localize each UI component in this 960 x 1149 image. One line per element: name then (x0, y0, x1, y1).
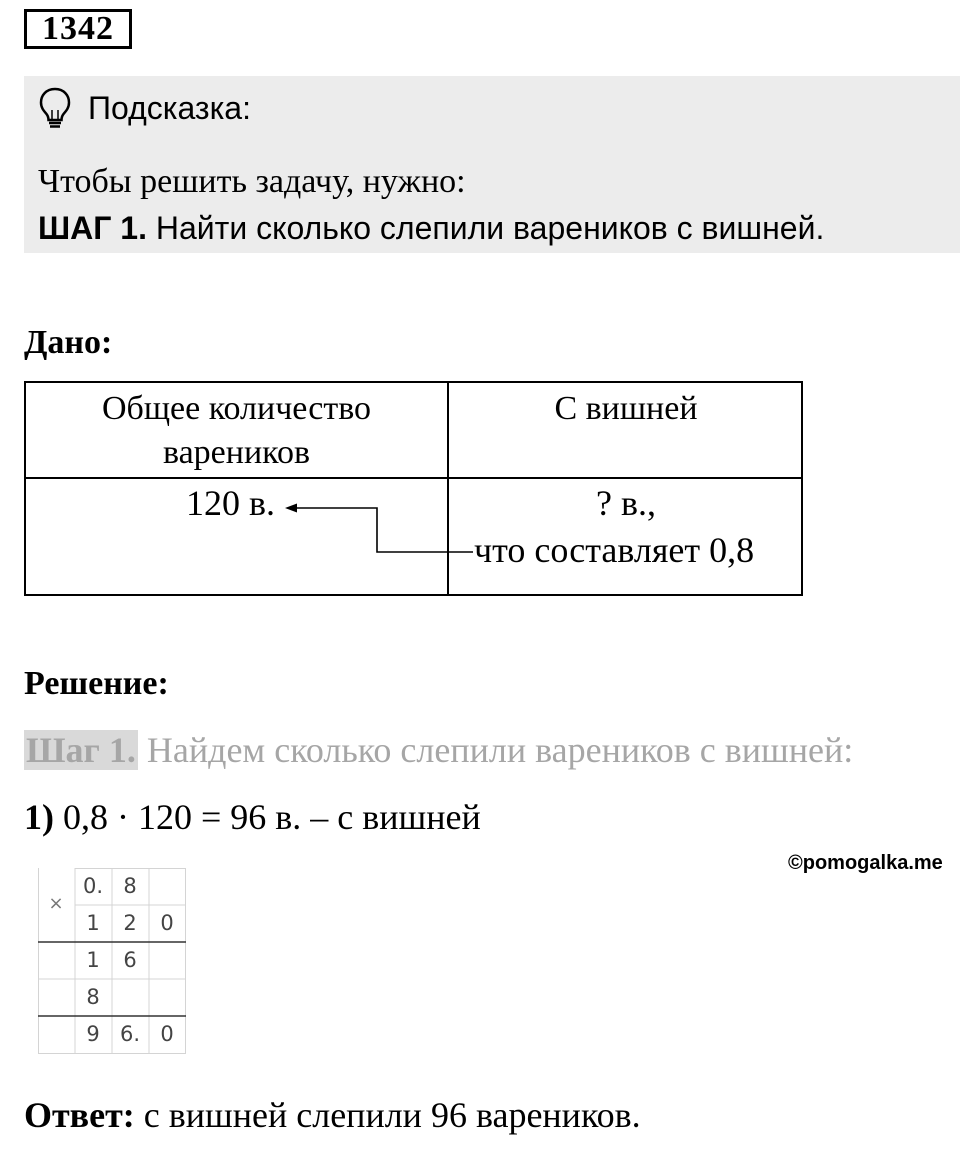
grid-cell: 2 (123, 911, 137, 935)
hint-step (38, 208, 824, 248)
grid-cell: 6. (119, 1022, 141, 1046)
relation-arrow-icon (281, 503, 481, 563)
grid-cell: 1 (86, 948, 100, 972)
solution-heading: Решение: (24, 665, 169, 702)
value-total: 120 в. (186, 483, 275, 523)
value-cherry-line1: ? в., (596, 483, 656, 523)
header-total-line1: Общее количество (101, 390, 372, 427)
solution-step-label: Шаг 1. (26, 730, 136, 770)
grid-cell: 6 (123, 948, 137, 972)
value-cherry-line2: что составляет 0,8 (474, 530, 755, 570)
grid-cell: 1 (86, 911, 100, 935)
calculation-text: 0,8 · 120 = 96 в. – с вишней (63, 797, 481, 837)
grid-cell: 9 (86, 1022, 100, 1046)
hint-title: Подсказка: (88, 90, 251, 126)
answer-label: Ответ: (24, 1095, 135, 1135)
grid-cell: 0 (160, 1022, 174, 1046)
grid-cell (149, 942, 185, 978)
grid-cell: 0. (82, 874, 104, 898)
answer-line (24, 1093, 641, 1137)
grid-cell (149, 868, 185, 904)
header-cherry: С вишней (554, 390, 698, 427)
task-number: 1342 (24, 9, 132, 49)
solution-step (24, 728, 853, 772)
hint-step-label: ШАГ 1. (38, 210, 147, 246)
hint-box (24, 76, 960, 253)
grid-cell (112, 979, 148, 1015)
hint-intro: Чтобы решить задачу, нужно: (38, 163, 466, 200)
watermark: ©pomogalka.me (788, 852, 943, 874)
header-total-line2: вареников (162, 434, 311, 471)
given-table (24, 381, 803, 596)
column-multiplication (38, 868, 186, 1054)
grid-cell: 8 (86, 985, 100, 1009)
header-total (26, 387, 447, 475)
grid-cell: 0 (160, 911, 174, 935)
lightbulb-icon (38, 86, 72, 130)
calculation-line (24, 795, 481, 839)
table-divider-horizontal (26, 477, 801, 479)
solution-step-text: Найдем сколько слепили вареников с вишней: (146, 730, 854, 770)
calculation-number: 1) (24, 797, 54, 837)
hint-step-text: Найти сколько слепили вареников с вишней. (155, 210, 825, 246)
grid-cell: 8 (123, 874, 137, 898)
answer-text: с вишней слепили 96 вареников. (143, 1095, 641, 1135)
grid-cell (149, 979, 185, 1015)
given-heading: Дано: (24, 324, 113, 361)
multiply-sign-icon: × (48, 893, 64, 914)
